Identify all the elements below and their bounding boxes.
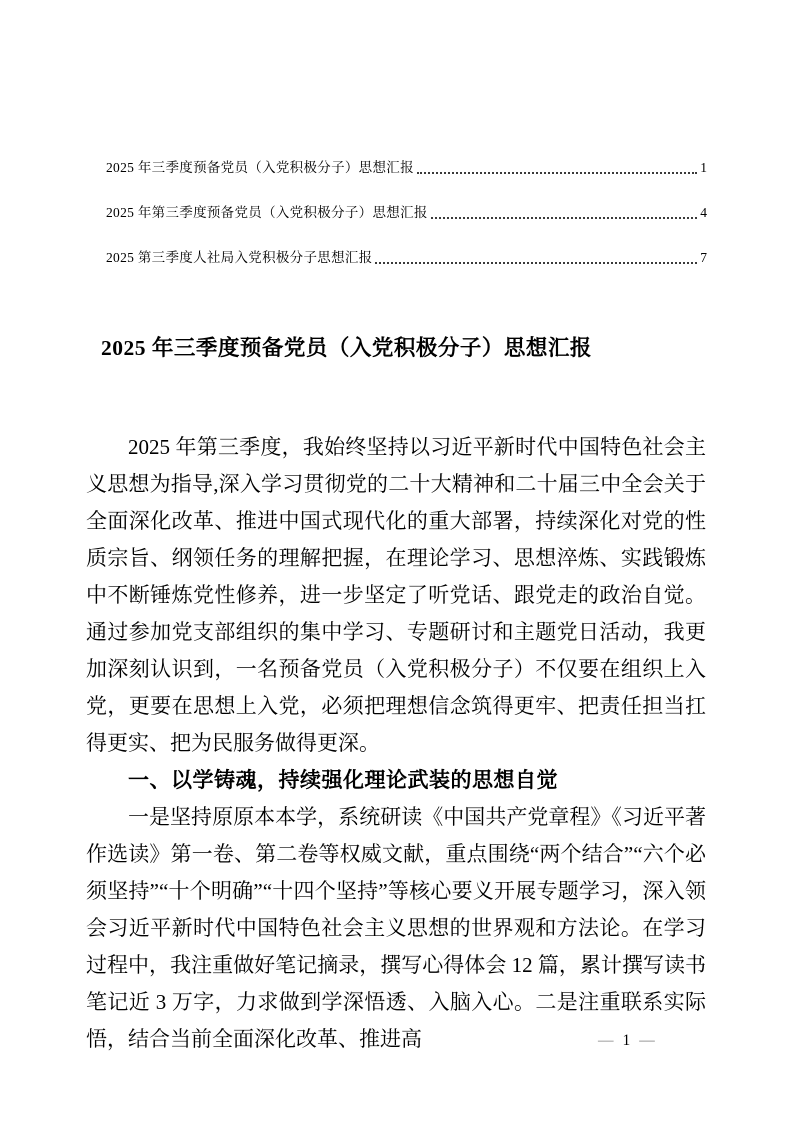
toc-page-number: 7 [700,250,707,265]
toc-entry-title: 2025 第三季度人社局入党积极分子思想汇报 [106,250,373,265]
toc-dot-leader [417,172,697,174]
body-paragraph-2: 一是坚持原原本本学，系统研读《中国共产党章程》《习近平著作选读》第一卷、第二卷等权威文献，重点围绕“两个结合”“六个必须坚持”“十个明确”“十四个坚持”等核心要义开展专题学习，深入领会习近平新时代中国特色社会主义思想的世界观和方法论。在学习过程中，我注重做好笔记摘录，撰写心得体会 12 篇，累计撰写读书笔记近 3 万字，力求做到学深悟透、入脑入心。二是注重联系实际悟，结合当前全面深化改革、推进高 [86,805,706,1051]
toc-entry-3[interactable] [86,248,707,268]
toc-dot-leader [431,217,698,219]
page-number-footer [598,1031,655,1051]
toc-entry-2[interactable] [86,203,707,223]
toc-dot-leader [375,262,697,264]
document-body [86,429,706,1058]
footer-dash-right: — [639,1032,655,1049]
body-paragraph-1: 2025 年第三季度，我始终坚持以习近平新时代中国特色社会主义思想为指导,深入学习贯彻党的二十大精神和二十届三中全会关于全面深化改革、推进中国式现代化的重大部署，持续深化对党的性质宗旨、纲领任务的理解把握，在理论学习、思想淬炼、实践锻炼中不断锤炼党性修养，进一步坚定了听党话、跟党走的政治自觉。通过参加党支部组织的集中学习、专题研讨和主题党日活动，我更加深刻认识到，一名预备党员（入党积极分子）不仅要在组织上入党，更要在思想上入党，必须把理想信念筑得更牢、把责任担当扛得更实、把为民服务做得更深。 [86,435,706,755]
toc-entry-1[interactable] [86,158,707,178]
section-heading-1: 一、以学铸魂，持续强化理论武装的思想自觉 [128,769,558,792]
toc-page-number: 4 [700,205,707,220]
toc-page-number: 1 [700,160,707,175]
footer-dash-left: — [598,1032,614,1049]
toc-entry-title: 2025 年第三季度预备党员（入党积极分子）思想汇报 [106,205,428,220]
toc-entry-title: 2025 年三季度预备党员（入党积极分子）思想汇报 [106,160,414,175]
footer-page-number: 1 [622,1032,631,1049]
document-title: 2025 年三季度预备党员（入党积极分子）思想汇报 [101,336,592,360]
table-of-contents [86,158,707,293]
